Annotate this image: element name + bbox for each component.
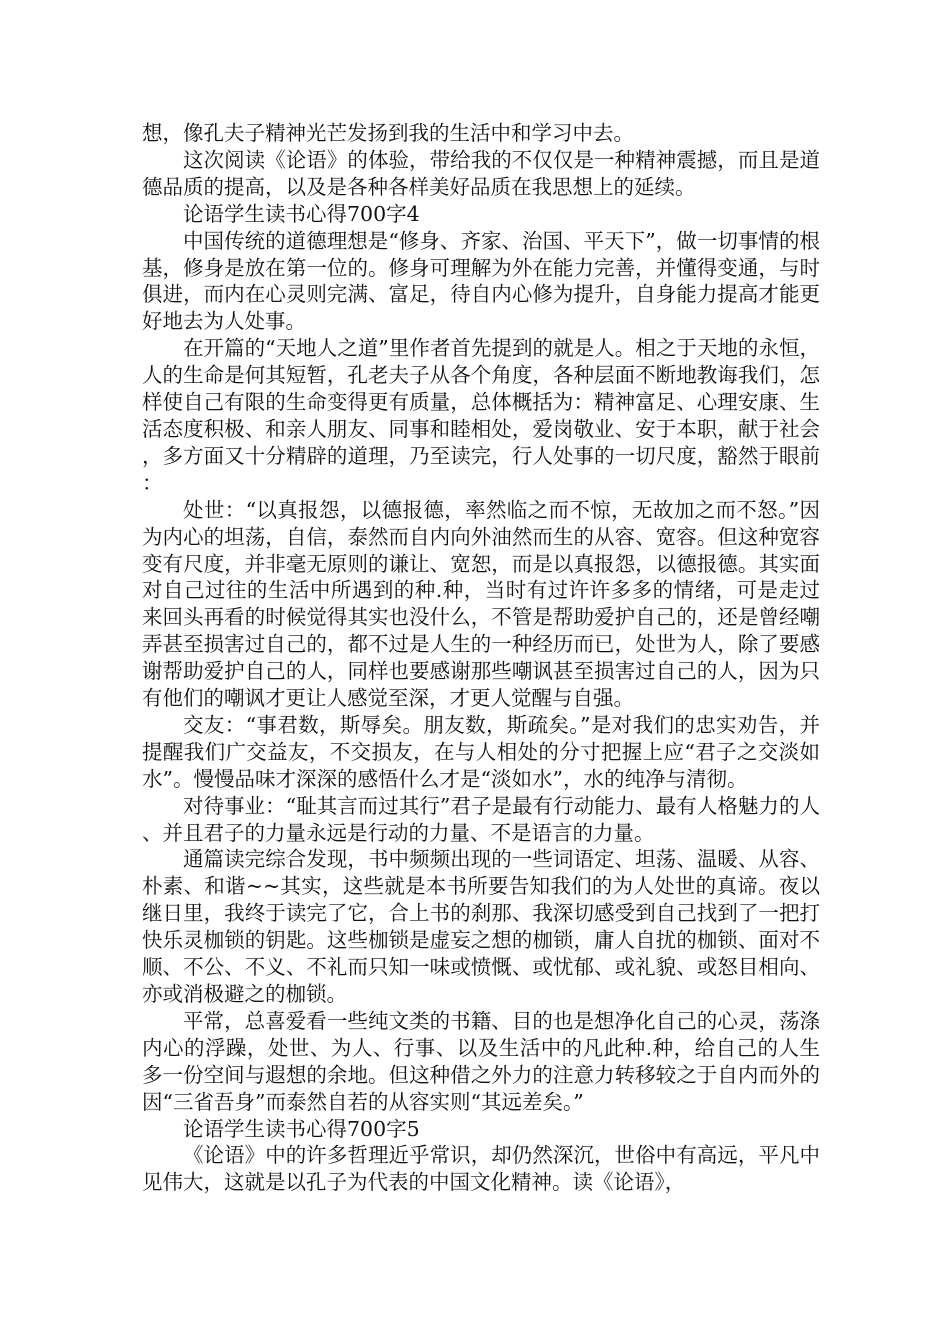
paragraph: 在开篇的“天地人之道”里作者首先提到的就是人。相之于天地的永恒，人的生命是何其短暂，孔老夫子从各个角度，各种层面不断地教诲我们，怎样使自己有限的生命变得更有质量，总体概括为：精神富足、心理安康、生活态度积极、和亲人朋友、同事和睦相处，爱岗敬业、安于本职，献于社会，多方面又十分精辟的道理，乃至读完，行人处事的一切尺度，豁然于眼前： — [142, 336, 820, 495]
paragraph: 平常，总喜爱看一些纯文类的书籍、目的也是想净化自己的心灵，荡涤内心的浮躁，处世、为人、行事、以及生活中的凡此种.种，给自己的人生多一份空间与遐想的余地。但这种借之外力的注意力转移较之于自内而外的因“三省吾身”而泰然自若的从容实则“其远差矣。” — [142, 1008, 820, 1114]
paragraph: 《论语》中的许多哲理近乎常识，却仍然深沉，世俗中有高远，平凡中见伟大，这就是以孔子为代表的中国文化精神。读《论语》， — [142, 1143, 820, 1195]
document-body — [142, 120, 820, 1196]
paragraph: 通篇读完综合发现，书中频频出现的一些词语定、坦荡、温暖、从容、朴素、和谐~~其实，这些就是本书所要告知我们的为人处世的真谛。夜以继日里，我终于读完了它，合上书的刹那、我深切感受到自己找到了一把打快乐灵枷锁的钥匙。这些枷锁是虚妄之想的枷锁，庸人自扰的枷锁、面对不顺、不公、不义、不礼而只知一味或愤慨、或忧郁、或礼貌、或怒目相向、亦或消极避之的枷锁。 — [142, 847, 820, 1006]
paragraph-jiaoyou: 交友：“事君数，斯辱矣。朋友数，斯疏矣。”是对我们的忠实劝告，并提醒我们广交益友，不交损友，在与人相处的分寸把握上应“君子之交淡如水”。慢慢品味才深深的感悟什么才是“淡如水”，水的纯净与清彻。 — [142, 712, 820, 791]
paragraph-continuation: 想，像孔夫子精神光芒发扬到我的生活中和学习中去。 — [142, 121, 634, 145]
paragraph: 中国传统的道德理想是“修身、齐家、治国、平天下”，做一切事情的根基，修身是放在第一位的。修身可理解为外在能力完善，并懂得变通，与时俱进，而内在心灵则完满、富足，待自内心修为提升，自身能力提高才能更好地去为人处事。 — [142, 228, 820, 334]
section-heading-4: 论语学生读书心得700字4 — [183, 201, 420, 226]
paragraph-chushi: 处世：“以真报怨，以德报德，率然临之而不惊，无故加之而不怒。”因为内心的坦荡，自信，泰然而自内向外油然而生的从容、宽容。但这种宽容变有尺度，并非毫无原则的谦让、宽恕，而是以真报怨，以德报德。其实面对自己过往的生活中所遇到的种.种，当时有过许许多多的情绪，可是走过来回头再看的时候觉得其实也没什么，不管是帮助爱护自己的，还是曾经嘲弄甚至损害过自己的，都不过是人生的一种经历而已，处世为人，除了要感谢帮助爱护自己的人，同样也要感谢那些嘲讽甚至损害过自己的人，因为只有他们的嘲讽才更让人感觉至深，才更人觉醒与自强。 — [142, 497, 820, 711]
paragraph: 这次阅读《论语》的体验，带给我的不仅仅是一种精神震撼，而且是道德品质的提高，以及是各种各样美好品质在我思想上的延续。 — [142, 147, 820, 199]
paragraph-shiye: 对待事业：“耻其言而过其行”君子是最有行动能力、最有人格魅力的人、并且君子的力量永远是行动的力量、不是语言的力量。 — [142, 793, 820, 845]
section-heading-5: 论语学生读书心得700字5 — [183, 1116, 420, 1141]
